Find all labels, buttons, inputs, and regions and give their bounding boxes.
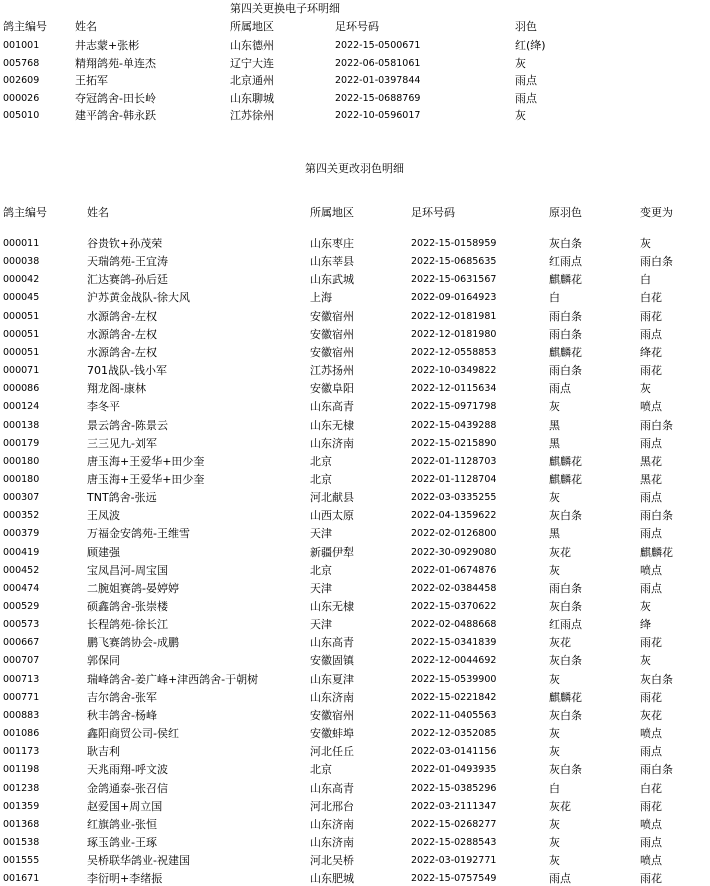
table-row — [0, 762, 710, 777]
table-cell: 001198 — [3, 764, 40, 776]
table-cell: 灰白条 — [549, 708, 582, 722]
table-cell: 001001 — [3, 40, 40, 51]
table-cell: 2022-12-0115634 — [411, 383, 497, 395]
table-cell: 汇达赛鸽-孙后廷 — [87, 273, 168, 287]
table-cell: 000042 — [3, 274, 40, 286]
table-cell: 雨白条 — [640, 255, 673, 269]
table-cell: 雨白条 — [640, 509, 673, 523]
table-cell: 雨点 — [640, 835, 662, 849]
table-cell: 灰 — [549, 400, 560, 414]
table-cell: 灰白条 — [549, 600, 582, 613]
table-cell: 雨白条 — [549, 327, 582, 341]
table-cell: 2022-15-0971798 — [411, 401, 497, 413]
table-cell: 2022-15-0500671 — [335, 40, 421, 51]
table-cell: 绛花 — [640, 345, 662, 359]
table-row — [0, 91, 710, 106]
section2-header-row — [0, 206, 710, 220]
table-cell: 000452 — [3, 564, 40, 576]
table-cell: 水源鸽舍-左权 — [87, 345, 157, 359]
table-cell: 麒麟花 — [640, 545, 673, 559]
table-row — [0, 381, 710, 396]
table-cell: 灰 — [549, 672, 560, 686]
table-cell: 雨点 — [640, 527, 662, 541]
table-cell: 2022-01-0674876 — [411, 564, 497, 576]
table-cell: 雨点 — [515, 91, 537, 105]
table-cell: 灰 — [549, 727, 560, 741]
table-cell: 河北献县 — [310, 491, 354, 505]
table-cell: 雨点 — [640, 581, 662, 595]
table-cell: 灰花 — [549, 636, 571, 650]
table-cell: 三三见九-刘军 — [87, 436, 157, 450]
table-cell: 701战队-钱小军 — [87, 364, 167, 378]
table-cell: 河北任丘 — [310, 745, 354, 759]
table-cell: 2022-12-0352085 — [411, 728, 497, 740]
table-cell: 雨白条 — [640, 763, 673, 777]
table-cell: 2022-11-0405563 — [411, 709, 497, 721]
table-cell: 001671 — [3, 873, 40, 885]
table-cell: 白花 — [640, 291, 662, 305]
table-cell: 001359 — [3, 800, 40, 812]
table-cell: 2022-03-0335255 — [411, 492, 497, 504]
column-header: 足环号码 — [335, 20, 379, 33]
table-cell: 麒麟花 — [549, 690, 582, 704]
column-header: 原羽色 — [549, 206, 582, 219]
table-cell: 山东枣庄 — [310, 237, 354, 250]
section1-header-row — [0, 20, 710, 34]
table-cell: 000419 — [3, 546, 40, 558]
table-cell: TNT鸽舍-张远 — [87, 491, 157, 505]
table-row — [0, 853, 710, 868]
table-cell: 山东无棣 — [310, 600, 354, 613]
table-cell: 山东德州 — [230, 39, 274, 52]
table-cell: 山东济南 — [310, 436, 354, 450]
table-cell: 2022-02-0384458 — [411, 582, 497, 594]
table-cell: 金鸽通泰-张召信 — [87, 781, 168, 795]
table-cell: 灰白条 — [549, 509, 582, 523]
table-cell: 耿吉利 — [87, 745, 120, 759]
table-cell: 山东高青 — [310, 400, 354, 414]
table-cell: 灰 — [549, 817, 560, 831]
table-row — [0, 472, 710, 487]
table-cell: 雨花 — [640, 690, 662, 704]
table-cell: 天津 — [310, 581, 332, 595]
table-cell: 灰白条 — [549, 763, 582, 777]
table-cell: 赵爱国+周立国 — [87, 799, 163, 813]
table-cell: 2022-15-0439288 — [411, 419, 497, 431]
table-cell: 2022-06-0581061 — [335, 57, 421, 69]
table-cell: 山东济南 — [310, 690, 354, 704]
table-cell: 雨点 — [549, 872, 571, 886]
table-cell: 2022-01-0397844 — [335, 75, 421, 86]
table-cell: 吉尔鸽舍-张军 — [87, 690, 157, 704]
table-cell: 北京 — [310, 472, 332, 486]
table-cell: 2022-15-0688769 — [335, 92, 421, 104]
table-cell: 2022-04-1359622 — [411, 510, 497, 522]
table-cell: 2022-10-0349822 — [411, 365, 497, 377]
table-row — [0, 73, 710, 88]
table-cell: 001368 — [3, 818, 40, 830]
table-cell: 2022-15-0370622 — [411, 601, 497, 612]
table-cell: 井志蒙+张彬 — [75, 39, 140, 52]
table-cell: 郭保同 — [87, 654, 120, 668]
table-cell: 灰白条 — [640, 672, 673, 686]
table-cell: 黑花 — [640, 454, 662, 468]
table-cell: 000179 — [3, 437, 40, 449]
column-header: 所属地区 — [230, 20, 274, 33]
table-cell: 雨点 — [640, 327, 662, 341]
table-cell: 新疆伊犁 — [310, 545, 354, 559]
table-row — [0, 526, 710, 541]
table-cell: 景云鸽舍-陈景云 — [87, 418, 168, 432]
table-row — [0, 108, 710, 123]
table-cell: 2022-01-1128703 — [411, 455, 497, 467]
table-cell: 000038 — [3, 256, 40, 268]
table-cell: 安徽宿州 — [310, 327, 354, 341]
table-cell: 灰白条 — [549, 654, 582, 668]
table-row — [0, 38, 710, 53]
table-cell: 麒麟花 — [549, 472, 582, 486]
table-cell: 李衍明+李绪振 — [87, 872, 163, 886]
table-cell: 001538 — [3, 836, 40, 848]
table-cell: 000707 — [3, 655, 40, 667]
table-cell: 山东莘县 — [310, 255, 354, 269]
table-cell: 宝凤昌河-周宝国 — [87, 563, 168, 577]
table-cell: 绛 — [640, 618, 651, 632]
table-row — [0, 672, 710, 687]
table-cell: 白 — [640, 273, 651, 287]
table-cell: 2022-01-0493935 — [411, 764, 497, 776]
table-cell: 灰 — [549, 563, 560, 577]
table-cell: 002609 — [3, 75, 40, 86]
table-cell: 麒麟花 — [549, 273, 582, 287]
table-cell: 安徽固镇 — [310, 654, 354, 668]
table-cell: 2022-01-1128704 — [411, 473, 497, 485]
table-cell: 麒麟花 — [549, 454, 582, 468]
table-row — [0, 635, 710, 650]
table-row — [0, 345, 710, 360]
table-cell: 2022-10-0596017 — [335, 110, 421, 121]
table-cell: 天瑞鸽苑-王宜涛 — [87, 255, 168, 269]
table-row — [0, 563, 710, 578]
table-cell: 山东济南 — [310, 835, 354, 849]
table-cell: 雨白条 — [549, 364, 582, 378]
table-cell: 翔龙阁-康林 — [87, 382, 146, 396]
table-cell: 北京 — [310, 454, 332, 468]
table-cell: 2022-03-0141156 — [411, 746, 497, 758]
column-header: 鸽主编号 — [3, 206, 47, 219]
table-cell: 000180 — [3, 455, 40, 467]
table-cell: 灰 — [549, 491, 560, 505]
table-cell: 二腕姐赛鸽-晏婷婷 — [87, 581, 179, 595]
table-cell: 2022-15-0631567 — [411, 274, 497, 286]
table-cell: 2022-15-0341839 — [411, 637, 497, 649]
table-cell: 灰 — [515, 109, 526, 122]
table-cell: 2022-12-0181981 — [411, 310, 497, 322]
table-cell: 000045 — [3, 292, 40, 304]
table-cell: 喷点 — [640, 400, 662, 414]
column-header: 姓名 — [75, 20, 97, 33]
table-cell: 山东无棣 — [310, 418, 354, 432]
table-cell: 雨点 — [640, 436, 662, 450]
table-row — [0, 617, 710, 632]
table-cell: 李冬平 — [87, 400, 120, 414]
table-cell: 000352 — [3, 510, 40, 522]
table-cell: 喷点 — [640, 563, 662, 577]
table-cell: 沪苏黄金战队-徐大风 — [87, 291, 190, 305]
table-cell: 000124 — [3, 401, 40, 413]
table-cell: 红雨点 — [549, 255, 582, 269]
table-cell: 雨点 — [515, 74, 537, 87]
table-cell: 安徽宿州 — [310, 345, 354, 359]
table-cell: 灰 — [640, 654, 651, 668]
table-cell: 雨白条 — [549, 581, 582, 595]
column-header: 姓名 — [87, 206, 109, 219]
table-cell: 2022-15-0539900 — [411, 673, 497, 685]
table-cell: 红旗鸽业-张恒 — [87, 817, 157, 831]
table-row — [0, 490, 710, 505]
table-cell: 灰 — [515, 56, 526, 70]
table-cell: 2022-15-0385296 — [411, 782, 497, 794]
table-cell: 2022-15-0215890 — [411, 437, 497, 449]
table-cell: 白 — [549, 291, 560, 305]
table-cell: 安徽蚌埠 — [310, 727, 354, 741]
table-cell: 山东夏津 — [310, 672, 354, 686]
table-cell: 万福金安鸽苑-王维雪 — [87, 527, 190, 541]
table-cell: 河北吴桥 — [310, 854, 354, 868]
table-cell: 瑞峰鸽舍-姜广峰+津西鸽舍-于朝树 — [87, 672, 259, 686]
table-cell: 雨点 — [640, 491, 662, 505]
column-header: 所属地区 — [310, 206, 354, 219]
table-cell: 000180 — [3, 473, 40, 485]
table-cell: 灰 — [640, 237, 651, 250]
column-header: 鸽主编号 — [3, 20, 47, 33]
table-cell: 山东高青 — [310, 781, 354, 795]
table-cell: 雨花 — [640, 364, 662, 378]
table-cell: 2022-03-2111347 — [411, 800, 497, 812]
table-cell: 灰 — [549, 854, 560, 868]
table-cell: 唐玉海+王爱华+田少奎 — [87, 472, 205, 486]
table-cell: 水源鸽舍-左权 — [87, 327, 157, 341]
table-cell: 灰花 — [640, 708, 662, 722]
table-row — [0, 708, 710, 723]
table-row — [0, 581, 710, 596]
table-cell: 山东聊城 — [230, 91, 274, 105]
table-cell: 2022-30-0929080 — [411, 546, 497, 558]
table-cell: 000474 — [3, 582, 40, 594]
table-cell: 000138 — [3, 419, 40, 431]
table-cell: 白花 — [640, 781, 662, 795]
table-cell: 顾建强 — [87, 545, 120, 559]
table-row — [0, 690, 710, 705]
table-row — [0, 290, 710, 305]
table-row — [0, 418, 710, 433]
table-cell: 000529 — [3, 601, 40, 612]
table-cell: 白 — [549, 781, 560, 795]
table-cell: 山东肥城 — [310, 872, 354, 886]
table-cell: 灰 — [640, 382, 651, 396]
table-cell: 黑 — [549, 527, 560, 541]
table-cell: 2022-12-0558853 — [411, 346, 497, 358]
table-cell: 喷点 — [640, 727, 662, 741]
table-row — [0, 599, 710, 614]
table-cell: 000379 — [3, 528, 40, 540]
table-cell: 2022-12-0044692 — [411, 655, 497, 667]
table-cell: 000307 — [3, 492, 40, 504]
table-cell: 谷贵钦+孙茂荣 — [87, 237, 163, 250]
table-row — [0, 236, 710, 251]
table-cell: 005768 — [3, 57, 40, 69]
table-cell: 鹏飞赛鸽协会-成鹏 — [87, 636, 179, 650]
table-cell: 001086 — [3, 728, 40, 740]
table-cell: 琢玉鸽业-王琢 — [87, 835, 157, 849]
section1-title: 第四关更换电子环明细 — [230, 2, 340, 15]
table-cell: 黑 — [549, 418, 560, 432]
table-row — [0, 726, 710, 741]
table-row — [0, 399, 710, 414]
table-cell: 000071 — [3, 365, 40, 377]
table-row — [0, 835, 710, 850]
table-cell: 黑花 — [640, 472, 662, 486]
table-cell: 王凤波 — [87, 509, 120, 523]
table-cell: 北京 — [310, 563, 332, 577]
table-cell: 喷点 — [640, 854, 662, 868]
table-cell: 灰花 — [549, 545, 571, 559]
table-cell: 灰花 — [549, 799, 571, 813]
table-cell: 江苏扬州 — [310, 364, 354, 378]
table-row — [0, 653, 710, 668]
table-cell: 000086 — [3, 383, 40, 395]
column-header: 变更为 — [640, 206, 673, 219]
table-cell: 安徽宿州 — [310, 309, 354, 323]
table-cell: 黑 — [549, 436, 560, 450]
table-cell: 灰 — [549, 835, 560, 849]
table-cell: 安徽宿州 — [310, 708, 354, 722]
table-cell: 001238 — [3, 782, 40, 794]
table-cell: 雨花 — [640, 799, 662, 813]
table-cell: 上海 — [310, 291, 332, 305]
table-row — [0, 56, 710, 71]
table-row — [0, 744, 710, 759]
table-cell: 灰白条 — [549, 237, 582, 250]
table-row — [0, 272, 710, 287]
table-row — [0, 817, 710, 832]
table-row — [0, 508, 710, 523]
table-cell: 2022-15-0268277 — [411, 818, 497, 830]
table-cell: 天津 — [310, 618, 332, 632]
table-cell: 灰 — [640, 600, 651, 613]
table-cell: 山东武城 — [310, 273, 354, 287]
table-row — [0, 454, 710, 469]
table-cell: 天津 — [310, 527, 332, 541]
table-cell: 山东济南 — [310, 817, 354, 831]
table-cell: 000667 — [3, 637, 40, 649]
table-cell: 吴桥联华鸽业-祝建国 — [87, 854, 190, 868]
table-cell: 2022-15-0685635 — [411, 256, 497, 268]
table-cell: 2022-03-0192771 — [411, 855, 497, 867]
table-cell: 江苏徐州 — [230, 109, 274, 122]
table-cell: 雨点 — [640, 745, 662, 759]
table-cell: 000051 — [3, 310, 40, 322]
section2-title: 第四关更改羽色明细 — [305, 162, 404, 175]
table-cell: 2022-15-0221842 — [411, 691, 497, 703]
table-cell: 000713 — [3, 673, 40, 685]
table-row — [0, 363, 710, 378]
table-cell: 王拓军 — [75, 74, 108, 87]
table-cell: 005010 — [3, 110, 40, 121]
table-cell: 鑫阳商贸公司-侯红 — [87, 727, 179, 741]
table-row — [0, 436, 710, 451]
table-cell: 000051 — [3, 328, 40, 340]
table-cell: 001555 — [3, 855, 40, 867]
table-cell: 天兆雨翔-呼文波 — [87, 763, 168, 777]
column-header: 羽色 — [515, 20, 537, 33]
column-header: 足环号码 — [411, 206, 455, 219]
table-cell: 2022-02-0126800 — [411, 528, 497, 540]
table-cell: 唐玉海+王爱华+田少奎 — [87, 454, 205, 468]
table-cell: 2022-15-0288543 — [411, 836, 497, 848]
table-cell: 红雨点 — [549, 618, 582, 632]
table-cell: 000011 — [3, 238, 40, 249]
table-cell: 000573 — [3, 619, 40, 631]
table-cell: 雨花 — [640, 636, 662, 650]
table-cell: 雨花 — [640, 309, 662, 323]
table-row — [0, 781, 710, 796]
table-cell: 红(绛) — [515, 39, 546, 52]
table-cell: 山西太原 — [310, 509, 354, 523]
table-cell: 北京通州 — [230, 74, 274, 87]
table-cell: 2022-09-0164923 — [411, 292, 497, 304]
table-row — [0, 545, 710, 560]
table-row — [0, 309, 710, 324]
table-cell: 雨白条 — [549, 309, 582, 323]
table-cell: 000883 — [3, 709, 40, 721]
table-cell: 雨点 — [549, 382, 571, 396]
table-cell: 辽宁大连 — [230, 56, 274, 70]
table-cell: 2022-02-0488668 — [411, 619, 497, 631]
table-cell: 水源鸽舍-左权 — [87, 309, 157, 323]
table-cell: 2022-15-0158959 — [411, 238, 497, 249]
table-cell: 001173 — [3, 746, 40, 758]
table-row — [0, 799, 710, 814]
table-cell: 雨白条 — [640, 418, 673, 432]
table-cell: 夺冠鸽舍-田长岭 — [75, 91, 156, 105]
table-cell: 秋丰鸽舍-杨峰 — [87, 708, 157, 722]
table-cell: 麒麟花 — [549, 345, 582, 359]
table-cell: 河北邢台 — [310, 799, 354, 813]
table-cell: 硕鑫鸽舍-张崇楼 — [87, 600, 168, 613]
table-cell: 000051 — [3, 346, 40, 358]
table-cell: 喷点 — [640, 817, 662, 831]
table-cell: 000771 — [3, 691, 40, 703]
table-cell: 山东高青 — [310, 636, 354, 650]
table-cell: 2022-15-0757549 — [411, 873, 497, 885]
table-cell: 2022-12-0181980 — [411, 328, 497, 340]
table-cell: 雨花 — [640, 872, 662, 886]
table-cell: 000026 — [3, 92, 40, 104]
table-cell: 精翔鸽苑-单连杰 — [75, 56, 156, 70]
table-row — [0, 327, 710, 342]
table-row — [0, 871, 710, 886]
table-cell: 灰 — [549, 745, 560, 759]
table-cell: 建平鸽舍-韩永跃 — [75, 109, 156, 122]
table-cell: 长程鸽苑-徐长江 — [87, 618, 168, 632]
table-row — [0, 254, 710, 269]
table-cell: 北京 — [310, 763, 332, 777]
table-cell: 安徽阜阳 — [310, 382, 354, 396]
